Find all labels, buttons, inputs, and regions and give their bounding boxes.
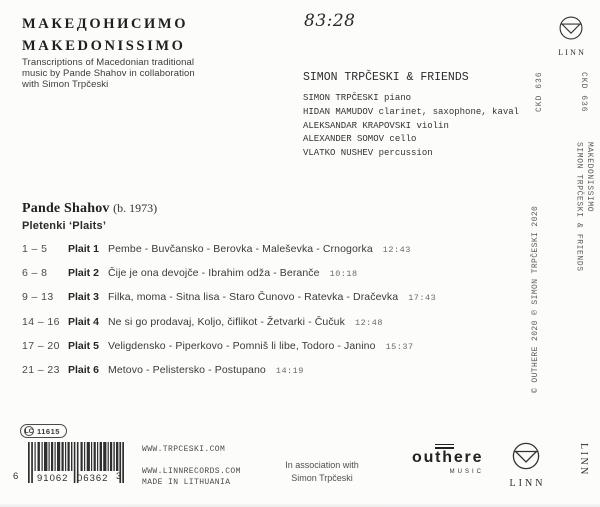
track-range: 14 – 16: [22, 315, 60, 328]
artist-website: WWW.TRPCESKI.COM: [142, 445, 226, 454]
outhere-wordmark: outhere: [412, 449, 484, 466]
composer-dates: (b. 1973): [113, 201, 158, 215]
barcode-digits-left: 91062: [37, 473, 69, 484]
track-duration: 15:37: [385, 341, 414, 352]
linn-emblem-icon: [511, 441, 541, 476]
performer-name: VLATKO NUSHEV: [303, 148, 374, 159]
spine-album-line2: SIMON TRPČESKI & FRIENDS: [574, 142, 584, 272]
track-range: 1 – 5: [22, 243, 48, 255]
track-row: [22, 243, 542, 267]
track-plait-label: Plait 1: [68, 243, 99, 255]
artist-group-name: SIMON TRPČESKI & FRIENDS: [303, 71, 469, 84]
linn-logo-top: [555, 15, 587, 57]
association-line2: Simon Trpčeski: [291, 473, 353, 483]
outhere-logo: [412, 450, 484, 475]
catalog-number-right: CKD 636: [579, 72, 588, 113]
track-titles: Čije je ona devojče - Ibrahim odža - Beranče: [108, 267, 320, 280]
track-row: [22, 291, 542, 315]
lc-badge: [20, 424, 67, 438]
track-range: 21 – 23: [22, 363, 60, 376]
performer-line: [303, 147, 519, 161]
linn-wordmark: LINN: [558, 48, 587, 57]
linn-emblem-icon: [558, 15, 584, 46]
album-description-line: music by Pande Shahov in collaboration: [22, 67, 195, 79]
barcode-digit-first: 6: [13, 471, 20, 482]
track-range: 9 – 13: [22, 291, 54, 304]
performer-name: SIMON TRPČESKI: [303, 93, 379, 103]
album-description: [22, 58, 195, 90]
linn-logo-bottom: [505, 441, 547, 489]
track-plait-label: Plait 6: [68, 363, 99, 376]
outhere-music-label: MUSIC: [449, 469, 484, 475]
outhere-staff-lines-icon: [435, 444, 454, 451]
association-note: [272, 459, 372, 485]
album-titles: [22, 13, 188, 57]
performer-line: [303, 92, 519, 106]
performer-line: [303, 133, 519, 147]
lc-icon: LC: [24, 427, 34, 435]
performer-instrument: clarinet, saxophone, kaval: [378, 106, 520, 117]
track-plait-label: Plait 2: [68, 267, 99, 280]
track-range: 17 – 20: [22, 339, 60, 352]
track-plait-label: Plait 3: [68, 291, 99, 304]
copyright-notice: © OUTHERE 2020 ℗ SIMON TRPČESKI 2020: [531, 205, 540, 393]
work-title: Pletenki ‘Plaits’: [22, 220, 107, 232]
album-description-line: with Simon Trpčeski: [22, 78, 109, 90]
performer-line: [303, 106, 519, 120]
track-duration: 12:43: [382, 245, 411, 255]
track-titles: Filka, moma - Sitna lisa - Staro Čunovo - Ratevka - Dračevka: [108, 291, 399, 304]
performer-instrument: violin: [416, 120, 449, 131]
track-row: [22, 340, 542, 364]
performer-name: ALEKSANDAR KRAPOVSKI: [303, 120, 412, 131]
total-duration: 83:28: [304, 11, 356, 31]
performer-instrument: piano: [384, 93, 412, 103]
track-duration: 10:18: [329, 269, 358, 280]
album-title-latin: MAKEDONISSIMO: [22, 38, 186, 54]
performer-name: HIDAN MAMUDOV: [303, 106, 374, 117]
barcode: [13, 442, 125, 487]
lc-number: 11615: [37, 426, 60, 436]
work-header: [22, 201, 157, 232]
performer-line: [303, 120, 519, 134]
track-titles: Ne si go prodavaj, Koljo, čiflikot - Žetvarki - Čučuk: [108, 315, 345, 328]
tracklist: [22, 243, 542, 388]
track-range: 6 – 8: [22, 267, 48, 280]
linn-wordmark: LINN: [509, 478, 546, 489]
composer-name: Pande Shahov: [22, 201, 110, 216]
label-website: WWW.LINNRECORDS.COM: [142, 466, 241, 476]
track-titles: Pembe - Buvčansko - Berovka - Maleševka - Crnogorka: [108, 243, 373, 255]
made-in-note: MADE IN LITHUANIA: [142, 478, 231, 487]
spine-album-line1: MAKEDONISSIMO: [585, 142, 594, 213]
association-line1: In association with: [285, 460, 359, 470]
track-duration: 14:19: [275, 365, 304, 376]
barcode-digits-right: 06362: [77, 473, 109, 484]
track-titles: Metovo - Pelistersko - Postupano: [108, 363, 266, 376]
barcode-digit-last: 3: [116, 471, 123, 482]
performer-instrument: percussion: [378, 148, 433, 159]
track-row: [22, 267, 542, 291]
track-duration: 17:43: [408, 293, 437, 304]
track-plait-label: Plait 5: [68, 339, 99, 352]
websites: [142, 444, 241, 489]
album-title-cyrillic: МАКЕДОНИСИМО: [22, 16, 189, 32]
performer-name: ALEXANDER SOMOV: [303, 134, 385, 145]
catalog-number-left: CKD 636: [535, 71, 544, 112]
track-duration: 12:48: [354, 317, 383, 328]
track-row: [22, 316, 542, 340]
album-description-line: Transcriptions of Macedonian traditional: [22, 57, 195, 68]
track-plait-label: Plait 4: [68, 315, 99, 328]
spine-album-title: [573, 142, 594, 272]
performer-instrument: cello: [389, 134, 417, 145]
track-row: [22, 364, 542, 388]
linn-vertical-wordmark: LINN: [578, 443, 589, 477]
performers-list: [303, 92, 519, 161]
track-titles: Veligdensko - Piperkovo - Pomniš li libe, Todoro - Janino: [108, 339, 376, 352]
